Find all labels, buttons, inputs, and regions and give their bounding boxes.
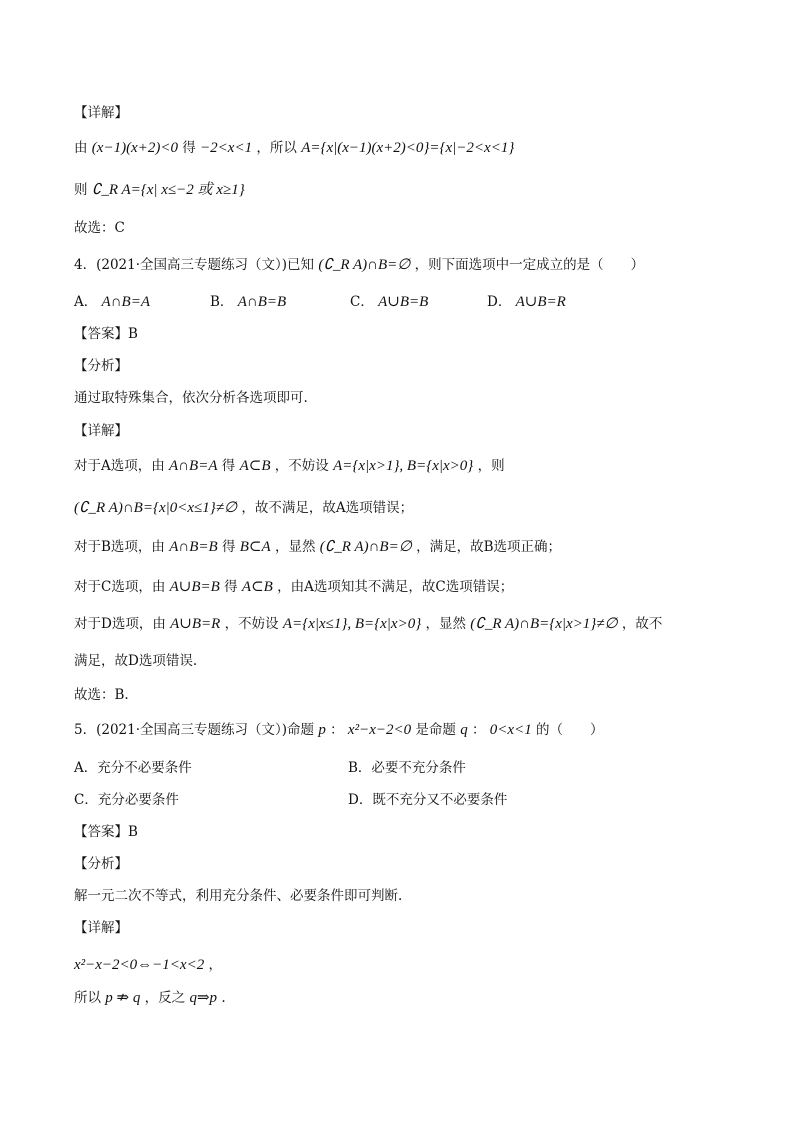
option-b	[210, 292, 286, 312]
label: B．	[210, 294, 234, 310]
math: A∩B=B	[169, 539, 218, 555]
option-a-analysis	[74, 456, 754, 476]
option-a	[74, 292, 150, 312]
text: ，显然	[425, 616, 466, 632]
math: p ⇏ q	[105, 990, 141, 1006]
text: ，反之	[144, 990, 186, 1006]
math: (∁_R A)∩B=∅	[319, 539, 412, 555]
answer-choice-c: 故选：C	[74, 220, 125, 236]
text: ，不妨设	[224, 616, 279, 632]
math: p	[318, 722, 326, 738]
text: ，	[208, 957, 222, 973]
q5-option-d: D．既不充分又不必要条件	[348, 792, 508, 808]
math: B⊂A	[239, 539, 271, 555]
q5-solution-equivalence	[74, 955, 754, 975]
q5-option-a: A．充分不必要条件	[74, 760, 192, 776]
q5-option-c: C．充分必要条件	[74, 792, 179, 808]
math: (∁_R A)∩B=∅	[318, 257, 411, 273]
math: A∩B=A	[101, 294, 150, 310]
text: 对于D选项，由	[74, 616, 166, 632]
q5-solution-conclusion	[74, 988, 754, 1008]
q5-answer-heading: 【答案】B	[74, 824, 138, 840]
text: .	[221, 990, 226, 1006]
text: 则	[74, 182, 88, 198]
math: A∪B=B	[378, 294, 429, 310]
math: A={x|x>1}, B={x|x>0}	[333, 458, 474, 474]
text: 得	[221, 458, 236, 474]
math: ∁_R A={x| x≤−2 或 x≥1}	[91, 182, 245, 198]
math: x²−x−2<0⇔−1<x<2	[74, 957, 205, 973]
text: ，不妨设	[274, 458, 329, 474]
question-5-stem	[74, 720, 754, 740]
math: A∪B=B	[169, 579, 220, 595]
answer-choice-b: 故选：B.	[74, 687, 129, 703]
solution-line-inequality	[74, 138, 754, 158]
text: 4．(2021·全国高三专题练习（文）)已知	[74, 257, 315, 273]
text: ：	[330, 722, 344, 738]
text: 得	[224, 579, 238, 595]
math: (∁_R A)∩B={x|x>1}≠∅	[470, 616, 618, 632]
text: 所以	[74, 990, 101, 1006]
option-d	[487, 292, 566, 312]
text: 对于B选项，由	[74, 539, 165, 555]
math: A∪B=R	[170, 616, 221, 632]
text: 由	[74, 140, 88, 156]
text: ，显然	[274, 539, 316, 555]
text: 5．(2021·全国高三专题练习（文）)命题	[74, 722, 315, 738]
label: A．	[74, 294, 98, 310]
text: ，由A选项知其不满足，故C选项错误；	[277, 579, 514, 595]
text: ，则	[477, 458, 505, 474]
answer-heading: 【答案】B	[74, 326, 138, 342]
math: A∪B=R	[515, 294, 566, 310]
math: −2<x<1	[200, 140, 253, 156]
q5-detail-heading: 【详解】	[74, 920, 128, 936]
math: A⊂B	[241, 579, 273, 595]
text: 得	[221, 539, 236, 555]
math: 0<x<1	[489, 722, 532, 738]
label: D．	[487, 294, 512, 310]
text: 对于A选项，由	[74, 458, 165, 474]
text: 得	[182, 140, 196, 156]
math: A⊂B	[239, 458, 271, 474]
math: A={x|(x−1)(x+2)<0}={x|−2<x<1}	[301, 140, 515, 156]
q5-analysis-text: 解一元二次不等式，利用充分条件、必要条件即可判断.	[74, 888, 403, 904]
text: 的（ ）	[536, 722, 604, 738]
text: 对于C选项，由	[74, 579, 166, 595]
math: A={x|x≤1}, B={x|x>0}	[282, 616, 422, 632]
text: 是命题	[415, 722, 456, 738]
label: C．	[350, 294, 374, 310]
text: ，所以	[256, 140, 297, 156]
question-4-stem	[74, 255, 754, 275]
text: ，满足，故B选项正确；	[416, 539, 562, 555]
option-d-analysis	[74, 614, 754, 634]
math: A∩B=B	[237, 294, 287, 310]
option-b-analysis	[74, 537, 754, 557]
detail-heading-2: 【详解】	[74, 423, 128, 439]
math: A∩B=A	[169, 458, 218, 474]
q5-analysis-heading: 【分析】	[74, 856, 128, 872]
detail-heading-1: 【详解】	[74, 105, 128, 121]
math: (x−1)(x+2)<0	[91, 140, 178, 156]
analysis-heading: 【分析】	[74, 358, 128, 374]
text: ，故不	[621, 616, 663, 632]
math: (∁_R A)∩B={x|0<x≤1}≠∅	[74, 500, 238, 516]
analysis-text: 通过取特殊集合，依次分析各选项即可.	[74, 390, 308, 406]
text: ，故不满足，故A选项错误；	[241, 500, 414, 516]
text: ，则下面选项中一定成立的是（ ）	[414, 257, 645, 273]
option-c	[350, 292, 428, 312]
option-d-analysis-cont: 满足，故D选项错误.	[74, 653, 198, 669]
math: x²−x−2<0	[347, 722, 412, 738]
option-a-analysis-cont	[74, 498, 754, 518]
option-c-analysis	[74, 577, 754, 597]
q5-option-b: B．必要不充分条件	[348, 760, 466, 776]
math: q⇒p	[189, 990, 218, 1006]
text: ：	[472, 722, 486, 738]
solution-line-complement	[74, 180, 754, 200]
math: q	[460, 722, 468, 738]
